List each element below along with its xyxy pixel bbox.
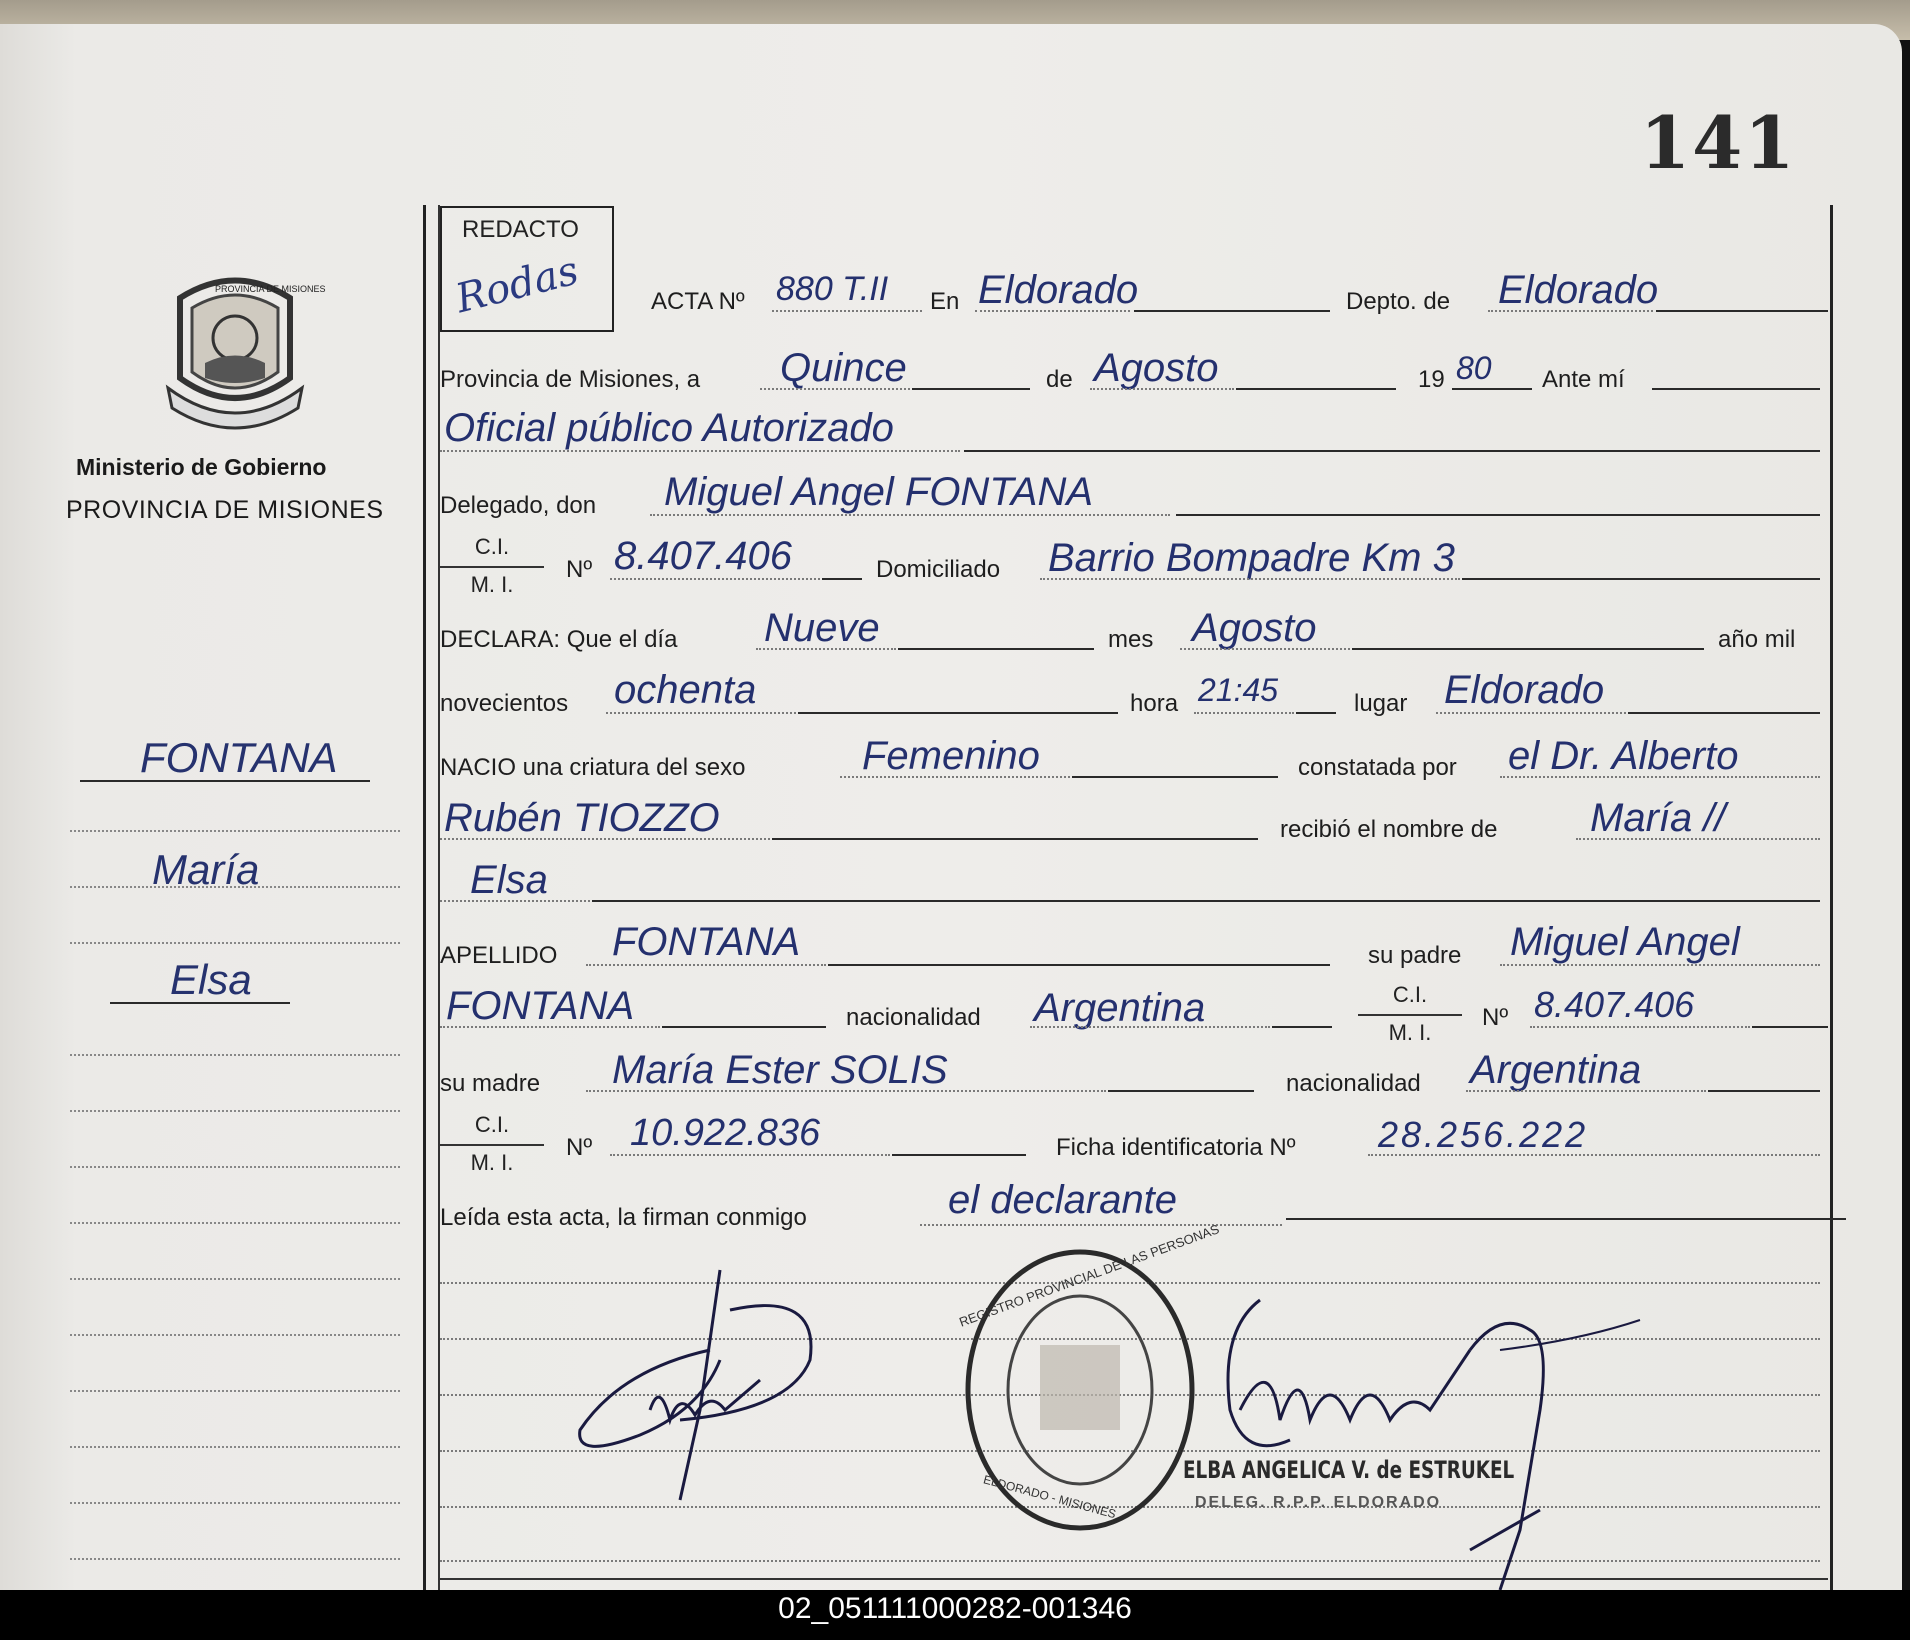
lugar-line	[1436, 712, 1626, 714]
ci-label: C.I.	[474, 534, 510, 559]
en-line	[975, 310, 1130, 312]
birth-month-value: Agosto	[1192, 606, 1317, 650]
official-title: DELEG. R.P.P. ELDORADO	[1195, 1494, 1442, 1511]
nombre-line-2	[440, 900, 590, 902]
redacto-signature: Rodas	[451, 247, 583, 323]
depto-value: Eldorado	[1498, 268, 1659, 312]
birth-year-line-rest	[798, 712, 1118, 714]
madre-ci-value: 10.922.836	[630, 1112, 821, 1154]
svg-text:REGISTRO PROVINCIAL DE LAS PER: REGISTRO PROVINCIAL DE LAS PERSONAS	[957, 1221, 1222, 1330]
sexo-line	[840, 776, 1070, 778]
en-value: Eldorado	[978, 268, 1139, 312]
recibio-label: recibió el nombre de	[1280, 816, 1498, 843]
padre-ci-fraction	[1358, 982, 1462, 1052]
madre-ci-fraction	[440, 1112, 544, 1182]
apellido-line-rest	[828, 964, 1330, 966]
su-padre-label: su padre	[1368, 942, 1462, 969]
margin-line	[70, 1558, 400, 1560]
official-name: ELBA ANGELICA V. de ESTRUKEL	[1183, 1456, 1515, 1484]
delegado-label: Delegado, don	[440, 492, 597, 519]
margin-line	[70, 1446, 400, 1448]
domicilio-value: Barrio Bompadre Km 3	[1048, 536, 1455, 580]
margin-line	[70, 942, 400, 944]
delegado-ci-fraction	[440, 534, 544, 604]
acta-no-value: 880 T.II	[776, 270, 889, 308]
delegado-ci-line-rest	[822, 578, 862, 580]
madre-ci-line	[610, 1154, 890, 1156]
ante-mi-line	[1652, 388, 1820, 390]
declara-label: DECLARA: Que el día	[440, 626, 678, 653]
domiciliado-label: Domiciliado	[876, 556, 1001, 583]
form-frame-rule	[438, 205, 440, 1590]
firman-value: el declarante	[948, 1178, 1178, 1222]
madre-nacionalidad-line-rest	[1708, 1090, 1820, 1092]
lugar-value: Eldorado	[1444, 668, 1605, 712]
declarant-signature	[560, 1260, 830, 1510]
margin-second-name: Elsa	[170, 956, 252, 1003]
page-number: 141	[1640, 100, 1797, 185]
svg-text:PROVINCIA DE MISIONES: PROVINCIA DE MISIONES	[215, 284, 326, 294]
ano-mil-label: año mil	[1718, 626, 1796, 653]
margin-line	[70, 886, 400, 888]
firman-line-rest	[1286, 1218, 1846, 1220]
delegado-line-rest	[1176, 514, 1820, 516]
ministry-title: Ministerio de Gobierno	[76, 454, 327, 480]
en-line-rest	[1134, 310, 1330, 312]
acta-no-line	[772, 310, 922, 312]
padre-ci-value: 8.407.406	[1534, 984, 1695, 1025]
mes-label: mes	[1108, 626, 1154, 653]
birth-year-line	[606, 712, 796, 714]
official-signature	[1200, 1290, 1660, 1590]
margin-surname: FONTANA	[140, 734, 338, 781]
delegado-ci-line	[610, 578, 820, 580]
ficha-line	[1368, 1154, 1820, 1156]
ficha-value: 28.256.222	[1378, 1114, 1589, 1155]
padre-line-2-rest	[662, 1026, 826, 1028]
ficha-label: Ficha identificatoria Nº	[1056, 1134, 1296, 1161]
registry-stamp	[957, 1221, 1222, 1540]
padre-value-2: FONTANA	[446, 984, 635, 1028]
constatada-value-2: Rubén TIOZZO	[444, 796, 720, 840]
ci-divider	[440, 566, 544, 568]
province-title: PROVINCIA DE MISIONES	[66, 496, 384, 524]
ci-divider	[440, 1144, 544, 1146]
padre-nacionalidad-line-rest	[1272, 1026, 1332, 1028]
nombre-line-1	[1576, 838, 1820, 840]
mi-label: M. I.	[470, 572, 514, 597]
ci-label: C.I.	[474, 1112, 510, 1137]
acta-no-label: ACTA Nº	[651, 288, 745, 315]
ante-mi-value-line	[440, 450, 960, 452]
depto-label: Depto. de	[1346, 288, 1451, 315]
ci-label: C.I.	[1392, 982, 1428, 1007]
en-label: En	[930, 288, 960, 315]
de-label: de	[1046, 366, 1073, 393]
nombre-value-2: Elsa	[470, 858, 548, 902]
hora-line	[1194, 712, 1294, 714]
domicilio-line-rest	[1462, 578, 1820, 580]
nombre-value-1: María //	[1590, 796, 1726, 840]
margin-line	[70, 1390, 400, 1392]
madre-nacionalidad-label: nacionalidad	[1286, 1070, 1421, 1097]
year-prefix: 19	[1418, 366, 1445, 393]
margin-first-name: María	[152, 846, 260, 893]
no-label: Nº	[1482, 1004, 1509, 1031]
delegado-ci-value: 8.407.406	[614, 534, 792, 578]
margin-line	[70, 1110, 400, 1112]
madre-ci-line-rest	[892, 1154, 1026, 1156]
seal-text	[215, 284, 326, 294]
padre-ci-line-rest	[1752, 1026, 1828, 1028]
province-seal-icon	[160, 268, 326, 428]
madre-line	[586, 1090, 1106, 1092]
margin-line	[70, 830, 400, 832]
su-madre-label: su madre	[440, 1070, 541, 1097]
constatada-line	[1500, 776, 1820, 778]
madre-nacionalidad-line	[1466, 1090, 1706, 1092]
padre-nacionalidad-value: Argentina	[1034, 986, 1206, 1030]
hora-label: hora	[1130, 690, 1179, 717]
redacto-label: REDACTO	[462, 216, 579, 243]
day-line	[760, 388, 910, 390]
birth-year-value: ochenta	[614, 668, 757, 712]
mi-label: M. I.	[1388, 1020, 1432, 1045]
svg-text:ELDORADO - MISIONES: ELDORADO - MISIONES	[981, 1472, 1118, 1522]
nombre-line-2-rest	[592, 900, 1820, 902]
margin-line	[70, 1222, 400, 1224]
margin-line	[70, 1278, 400, 1280]
nacio-label: NACIO una criatura del sexo	[440, 754, 746, 781]
madre-value: María Ester SOLIS	[612, 1048, 948, 1092]
padre-nacionalidad-line	[1030, 1026, 1270, 1028]
leida-label: Leída esta acta, la firman conmigo	[440, 1204, 807, 1231]
lugar-label: lugar	[1354, 690, 1408, 717]
footer-code: 02_051111000282-001346	[778, 1592, 1132, 1625]
padre-line-1	[1500, 964, 1820, 966]
padre-nacionalidad-label: nacionalidad	[846, 1004, 981, 1031]
delegado-line	[650, 514, 1170, 516]
apellido-label: APELLIDO	[440, 942, 558, 969]
constatada-value-1: el Dr. Alberto	[1508, 734, 1739, 778]
year-line	[1452, 388, 1532, 390]
madre-nacionalidad-value: Argentina	[1470, 1048, 1642, 1092]
padre-value-1: Miguel Angel	[1510, 920, 1740, 964]
apellido-value: FONTANA	[612, 920, 801, 964]
sexo-line-rest	[1072, 776, 1278, 778]
stamp-inner-text	[982, 1472, 1118, 1521]
birth-month-line-rest	[1352, 648, 1704, 650]
hora-line-rest	[1296, 712, 1336, 714]
sexo-value: Femenino	[862, 734, 1040, 778]
ante-mi-label: Ante mí	[1542, 366, 1625, 393]
padre-line-2	[440, 1026, 660, 1028]
ante-mi-value: Oficial público Autorizado	[444, 406, 894, 450]
margin-line	[110, 1002, 290, 1004]
mi-label: M. I.	[470, 1150, 514, 1175]
margin-line	[70, 1166, 400, 1168]
ante-mi-value-line-rest	[964, 450, 1820, 452]
hora-value: 21:45	[1198, 672, 1279, 708]
provincia-label: Provincia de Misiones, a	[440, 366, 701, 393]
birth-day-value: Nueve	[764, 606, 880, 650]
novecientos-label: novecientos	[440, 690, 569, 717]
madre-line-rest	[1108, 1090, 1254, 1092]
apellido-line	[586, 964, 826, 966]
depto-line	[1488, 310, 1653, 312]
month-value: Agosto	[1094, 346, 1219, 390]
no-label: Nº	[566, 1134, 593, 1161]
padre-ci-line	[1530, 1026, 1750, 1028]
year-suffix: 80	[1456, 350, 1492, 386]
month-line-rest	[1236, 388, 1396, 390]
no-label: Nº	[566, 556, 593, 583]
ci-divider	[1358, 1014, 1462, 1016]
constatada-label: constatada por	[1298, 754, 1457, 781]
birth-month-line	[1180, 648, 1350, 650]
day-line-rest	[912, 388, 1030, 390]
lugar-line-rest	[1628, 712, 1820, 714]
constatada-line-2	[440, 838, 770, 840]
firman-line	[920, 1224, 1282, 1226]
month-line	[1090, 388, 1234, 390]
margin-line	[70, 1502, 400, 1504]
day-value: Quince	[780, 346, 907, 390]
constatada-line-2-rest	[772, 838, 1258, 840]
delegado-value: Miguel Angel FONTANA	[664, 470, 1094, 514]
margin-line	[70, 1334, 400, 1336]
birth-day-line	[756, 648, 896, 650]
margin-line	[80, 780, 370, 782]
birth-day-line-rest	[898, 648, 1094, 650]
domicilio-line	[1040, 578, 1460, 580]
depto-line-rest	[1656, 310, 1828, 312]
margin-line	[70, 1054, 400, 1056]
